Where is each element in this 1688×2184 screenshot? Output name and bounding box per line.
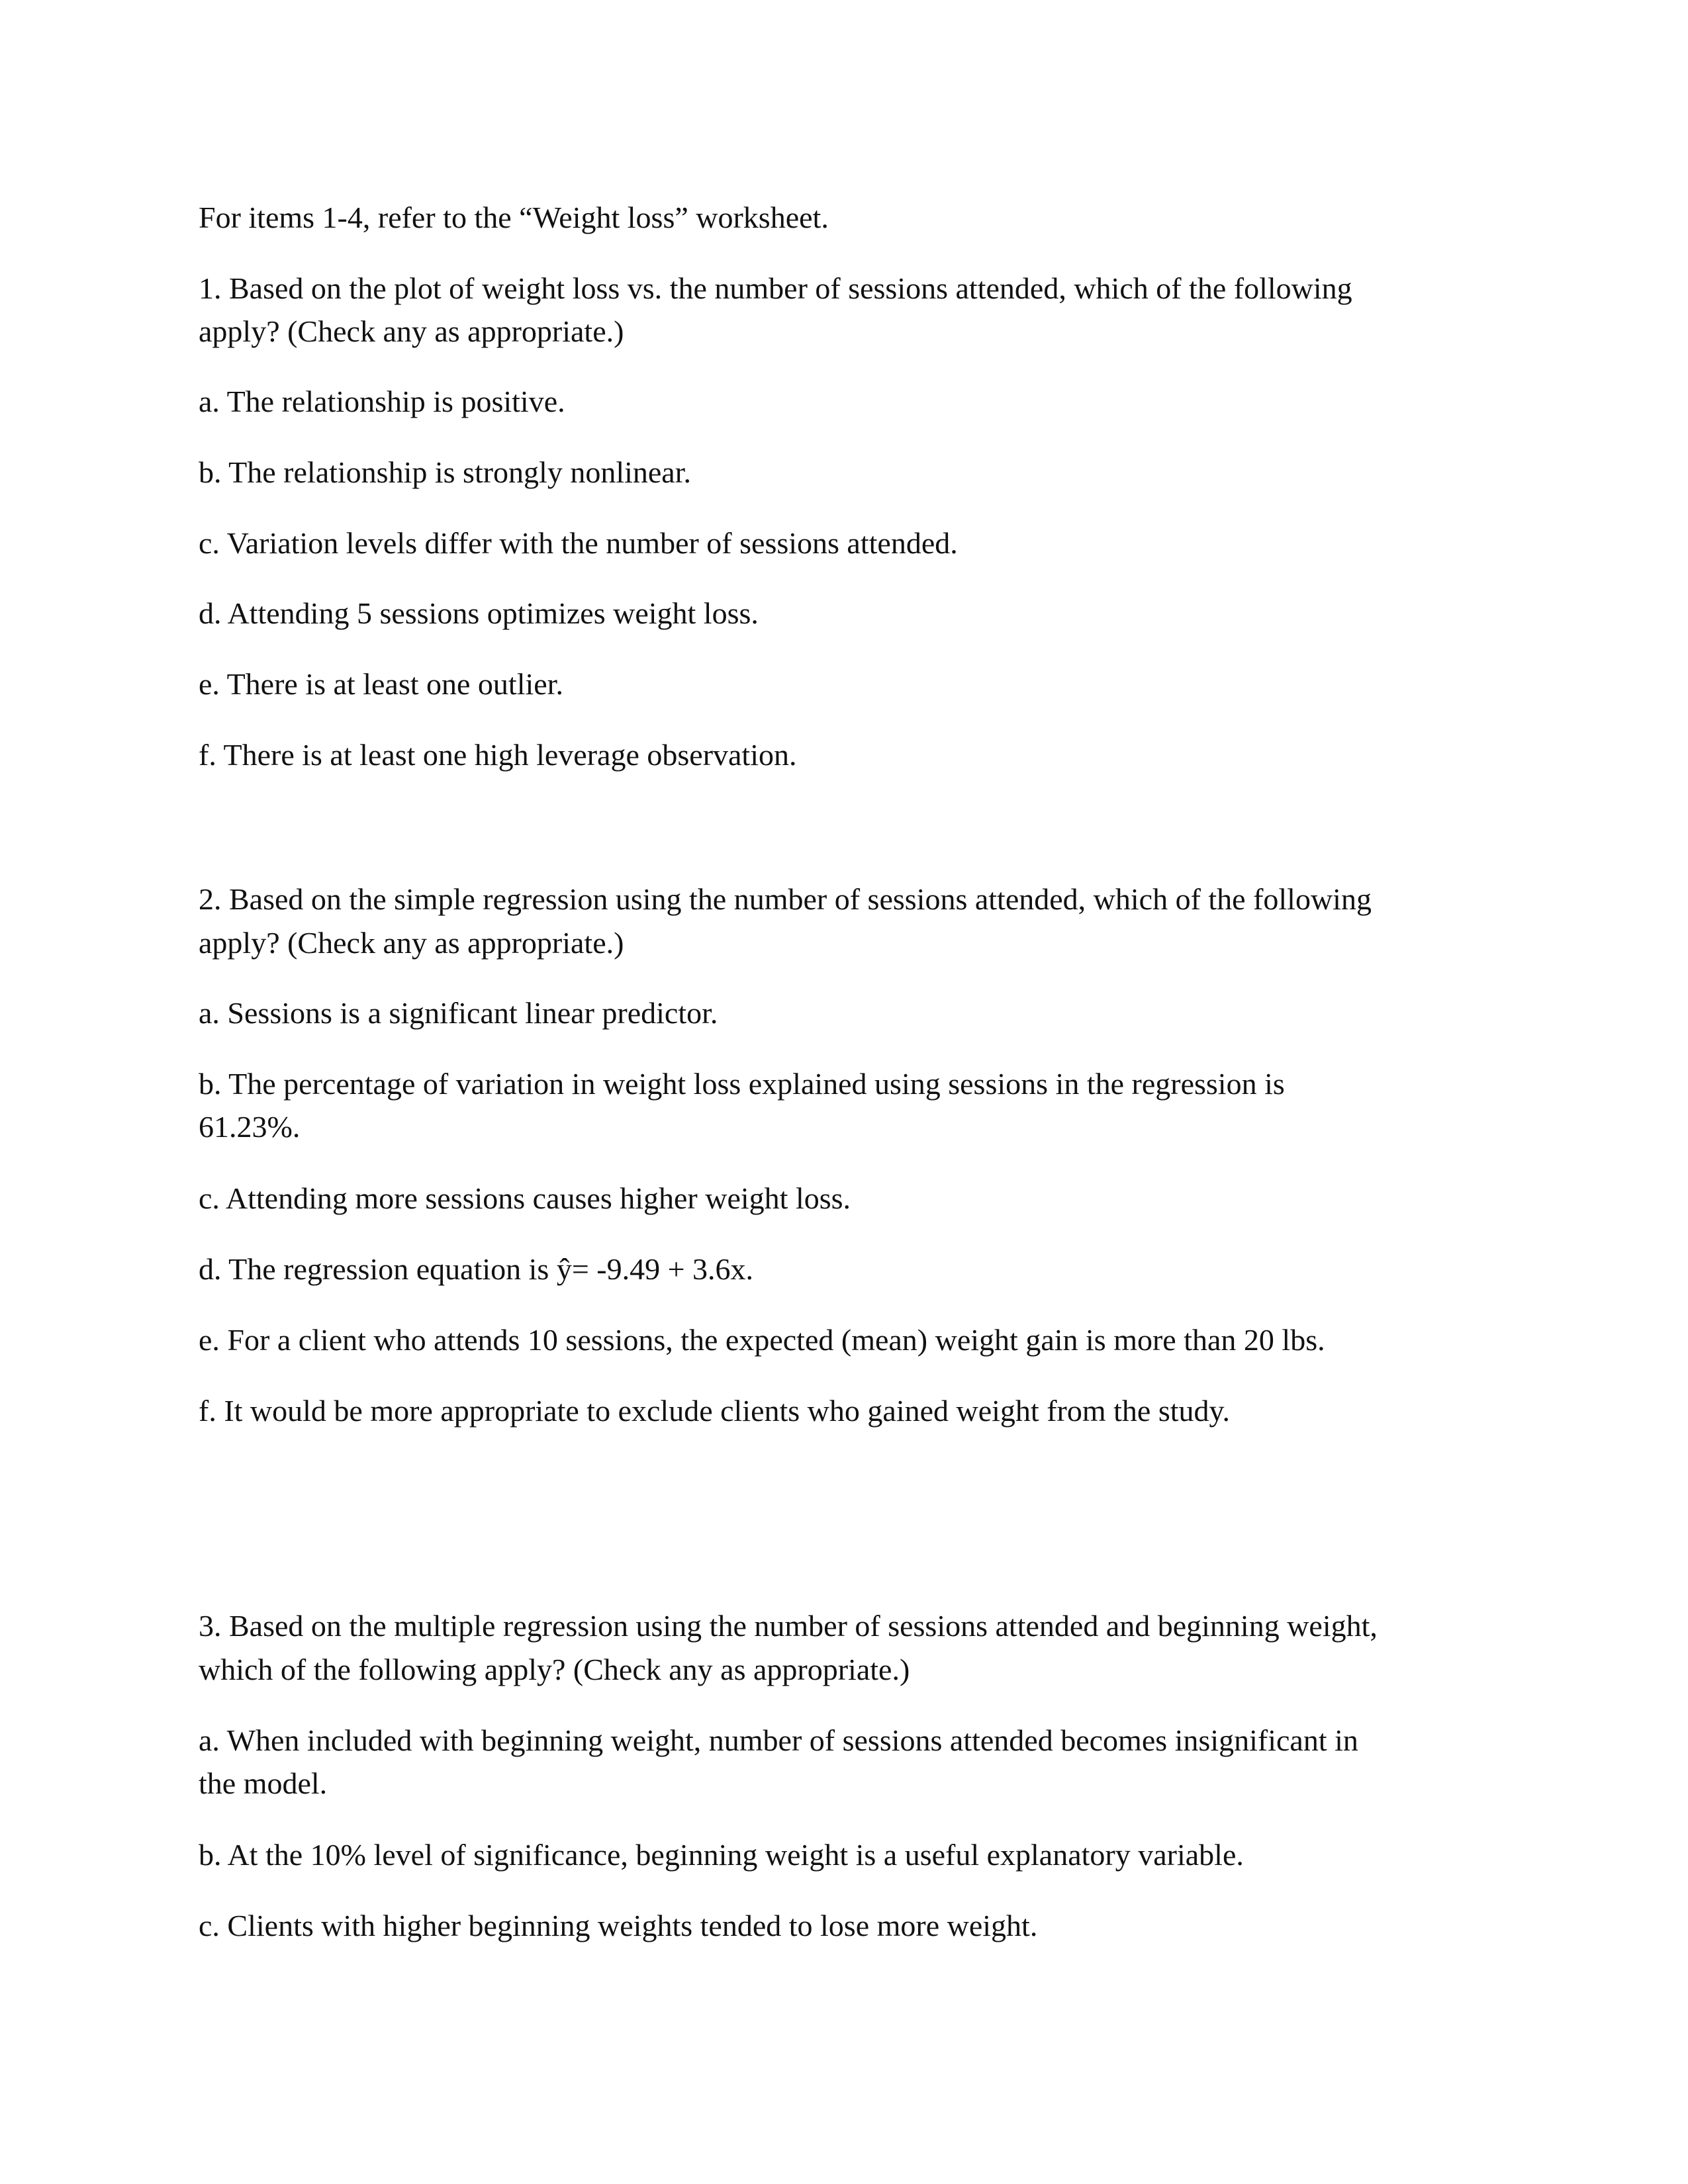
q1-option-c: c. Variation levels differ with the number of sessions attended.: [199, 526, 958, 560]
q3-option-c: c. Clients with higher beginning weights tended to lose more weight.: [199, 1909, 1038, 1942]
q3-stem-line2: which of the following apply? (Check any as appropriate.): [199, 1653, 910, 1686]
q1-option-a: a. The relationship is positive.: [199, 385, 565, 418]
q2-stem-line2: apply? (Check any as appropriate.): [199, 926, 624, 960]
q2-option-d: d. The regression equation is ŷ= -9.49 + 3.6x.: [199, 1252, 754, 1286]
q1-option-f: f. There is at least one high leverage observation.: [199, 738, 797, 772]
q3-stem-line1: 3. Based on the multiple regression using the number of sessions attended and beginning weight,: [199, 1609, 1378, 1643]
q2-option-f: f. It would be more appropriate to exclude clients who gained weight from the study.: [199, 1394, 1231, 1428]
q1-stem-line2: apply? (Check any as appropriate.): [199, 314, 624, 348]
q2-option-a: a. Sessions is a significant linear predictor.: [199, 996, 718, 1030]
q2-option-c: c. Attending more sessions causes higher weight loss.: [199, 1181, 851, 1215]
q2-option-e: e. For a client who attends 10 sessions, the expected (mean) weight gain is more than 20 lbs.: [199, 1323, 1325, 1357]
q3-option-a-line1: a. When included with beginning weight, number of sessions attended becomes insignificant in: [199, 1723, 1358, 1757]
q2-option-b-line1: b. The percentage of variation in weight loss explained using sessions in the regression is: [199, 1067, 1285, 1101]
q2-stem-line1: 2. Based on the simple regression using the number of sessions attended, which of the following: [199, 882, 1372, 916]
q3-option-b: b. At the 10% level of significance, beginning weight is a useful explanatory variable.: [199, 1838, 1244, 1872]
intro-text: For items 1-4, refer to the “Weight loss” worksheet.: [199, 201, 829, 234]
q3-option-a-line2: the model.: [199, 1766, 328, 1800]
q1-option-b: b. The relationship is strongly nonlinear.: [199, 455, 691, 489]
q2-option-b-line2: 61.23%.: [199, 1110, 301, 1144]
q1-stem-line1: 1. Based on the plot of weight loss vs. the number of sessions attended, which of the following: [199, 271, 1352, 305]
q1-option-e: e. There is at least one outlier.: [199, 667, 563, 701]
q1-option-d: d. Attending 5 sessions optimizes weight loss.: [199, 596, 759, 630]
